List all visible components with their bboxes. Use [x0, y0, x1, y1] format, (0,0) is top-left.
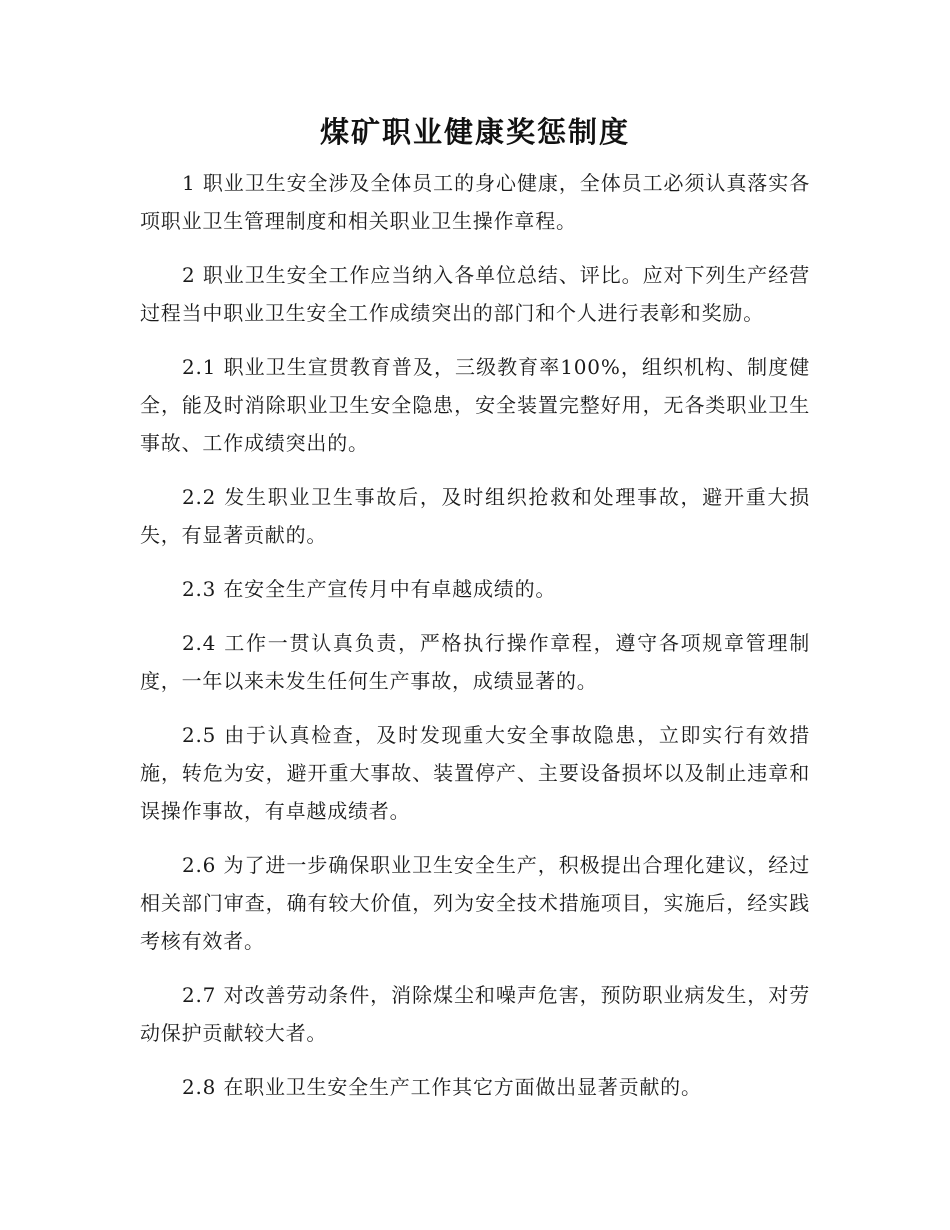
document-title: 煤矿职业健康奖惩制度 — [319, 115, 630, 149]
paragraph-2-1: 2.1 职业卫生宣贯教育普及，三级教育率100%，组织机构、制度健全，能及时消除职业卫生安全隐患，安全装置完整好用，无各类职业卫生事故、工作成绩突出的。 — [140, 355, 810, 455]
paragraph-2-6: 2.6 为了进一步确保职业卫生安全生产，积极提出合理化建议，经过相关部门审查，确有较大价值，列为安全技术措施项目，实施后，经实践考核有效者。 — [140, 853, 810, 953]
paragraph-2-8: 2.8 在职业卫生安全生产工作其它方面做出显著贡献的。 — [182, 1075, 702, 1099]
paragraph-2: 2 职业卫生安全工作应当纳入各单位总结、评比。应对下列生产经营过程当中职业卫生安全工作成绩突出的部门和个人进行表彰和奖励。 — [140, 263, 810, 325]
paragraph-2-3: 2.3 在安全生产宣传月中有卓越成绩的。 — [182, 577, 557, 601]
paragraph-2-5: 2.5 由于认真检查，及时发现重大安全事故隐患，立即实行有效措施，转危为安，避开重大事故、装置停产、主要设备损坏以及制止违章和误操作事故，有卓越成绩者。 — [140, 723, 810, 823]
paragraph-2-2: 2.2 发生职业卫生事故后，及时组织抢救和处理事故，避开重大损失，有显著贡献的。 — [140, 485, 810, 547]
paragraph-2-7: 2.7 对改善劳动条件，消除煤尘和噪声危害，预防职业病发生，对劳动保护贡献较大者。 — [140, 983, 810, 1045]
document-body — [140, 164, 810, 1106]
paragraph-1: 1 职业卫生安全涉及全体员工的身心健康，全体员工必须认真落实各项职业卫生管理制度和相关职业卫生操作章程。 — [140, 171, 810, 233]
paragraph-2-4: 2.4 工作一贯认真负责，严格执行操作章程，遵守各项规章管理制度，一年以来未发生任何生产事故，成绩显著的。 — [140, 631, 810, 693]
